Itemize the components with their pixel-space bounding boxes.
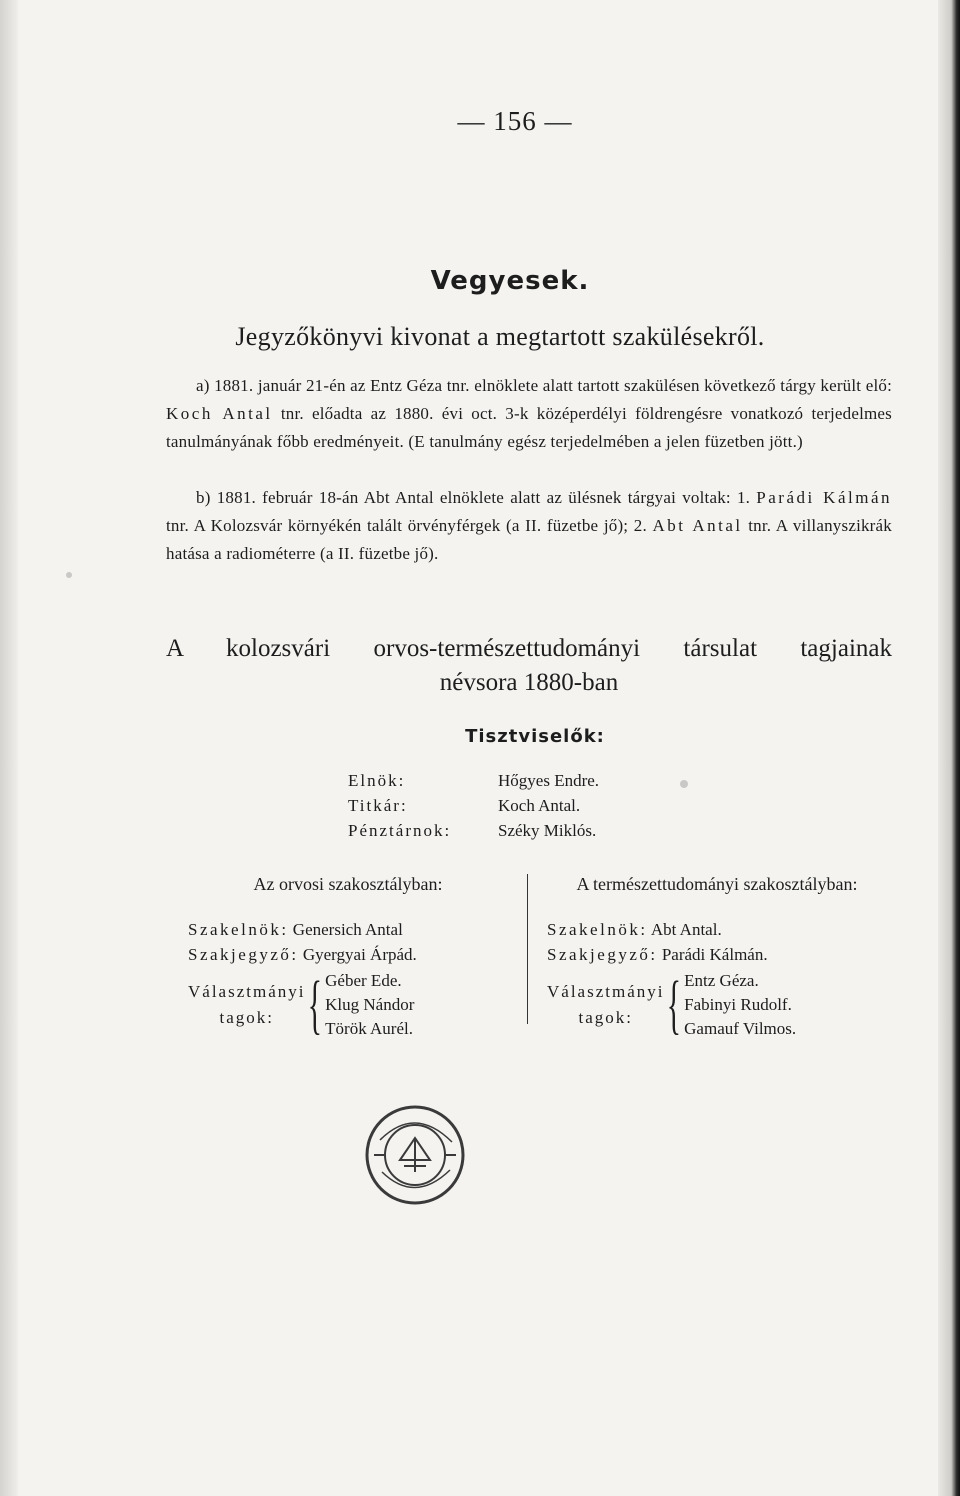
- brace-glyph: {: [667, 968, 682, 1041]
- para-b-name-2: Abt Antal: [652, 516, 743, 535]
- minutes-title: Jegyzőkönyvi kivonat a megtartott szakülésekről.: [235, 322, 765, 351]
- medical-section-heading: Az orvosi szakosztályban:: [253, 874, 443, 894]
- para-b-text-3: tnr. A villanyszikrák hatása a radiométerre (a II. füzetbe jő).: [166, 516, 892, 563]
- medical-committee-label: [188, 979, 305, 1031]
- official-name: Koch Antal.: [498, 796, 581, 815]
- committee-member: Fabinyi Rudolf.: [684, 995, 792, 1014]
- column-divider: [527, 874, 528, 1024]
- science-secretary-name: Parádi Kálmán.: [661, 945, 768, 964]
- medical-secretary-label: Szakjegyző:: [188, 945, 299, 964]
- minutes-paragraph-b: [166, 484, 892, 568]
- official-name: Széky Miklós.: [498, 821, 597, 840]
- official-name: Hőgyes Endre.: [498, 771, 600, 790]
- science-committee-names: [684, 969, 796, 1041]
- committee-member: Géber Ede.: [325, 971, 402, 990]
- science-committee-label: [547, 979, 664, 1031]
- science-chair-label: Szakelnök:: [547, 920, 648, 939]
- library-stamp-icon: [360, 1100, 470, 1215]
- para-a-name: Koch Antal: [166, 404, 273, 423]
- committee-member: Klug Nándor: [325, 995, 415, 1014]
- scan-speck: [680, 780, 688, 788]
- para-b-name-1: Parádi Kálmán: [756, 488, 892, 507]
- medical-chair-name: Genersich Antal: [292, 920, 403, 939]
- committee-label-line: tagok:: [219, 1008, 274, 1027]
- committee-member: Gamauf Vilmos.: [684, 1019, 797, 1038]
- medical-secretary-row: [188, 942, 508, 967]
- officials-list: [348, 768, 599, 843]
- roster-title-line-1: A kolozsvári orvos-természettudományi társulat tagjainak: [166, 635, 892, 662]
- committee-label-line: Választmányi: [547, 982, 665, 1001]
- science-chair-name: Abt Antal.: [650, 920, 722, 939]
- science-section: [547, 872, 887, 1041]
- official-row: [348, 818, 599, 843]
- committee-label-line: Választmányi: [188, 982, 306, 1001]
- official-row: [348, 793, 599, 818]
- medical-chair-label: Szakelnök:: [188, 920, 289, 939]
- para-a-text-2: tnr. előadta az 1880. évi oct. 3-k középerdélyi földrengésre vonatkozó terjedelmes tanulmányának főbb eredményeit. (E tanulmány egész terjedelmében a jelen füzetben jött.): [166, 404, 892, 451]
- science-secretary-label: Szakjegyző:: [547, 945, 658, 964]
- para-b-text-2: tnr. A Kolozsvár környékén talált örvényférgek (a II. füzetbe jő); 2.: [166, 516, 653, 535]
- official-role: Elnök:: [348, 771, 406, 790]
- officials-heading: Tisztviselők:: [465, 726, 605, 747]
- committee-member: Török Aurél.: [325, 1019, 413, 1038]
- minutes-paragraph-a: [166, 372, 892, 456]
- medical-committee-names: [325, 969, 414, 1041]
- scan-edge-right: [938, 0, 960, 1496]
- science-section-heading: A természettudományi szakosztályban:: [576, 874, 858, 894]
- para-b-text-1: b) 1881. február 18-án Abt Antal elnöklete alatt az ülésnek tárgyai voltak: 1.: [196, 488, 757, 507]
- roster-title-line-2: névsora 1880-ban: [439, 669, 619, 696]
- medical-chair-row: [188, 917, 508, 942]
- para-a-text-1: a) 1881. január 21-én az Entz Géza tnr. elnöklete alatt tartott szakülésen következő tárgy került elő:: [196, 376, 892, 395]
- section-heading: Vegyesek.: [430, 266, 590, 296]
- page-number: — 156 —: [457, 106, 573, 136]
- official-row: [348, 768, 599, 793]
- roster-title: [166, 632, 892, 700]
- official-role: Titkár:: [348, 796, 408, 815]
- committee-member: Entz Géza.: [684, 971, 759, 990]
- official-role: Pénztárnok:: [348, 821, 452, 840]
- science-chair-row: [547, 917, 887, 942]
- medical-section: [188, 872, 508, 1041]
- science-committee: [547, 969, 887, 1041]
- medical-secretary-name: Gyergyai Árpád.: [302, 945, 417, 964]
- scan-edge-left: [0, 0, 18, 1496]
- committee-label-line: tagok:: [578, 1008, 633, 1027]
- medical-committee: [188, 969, 508, 1041]
- brace-glyph: {: [308, 968, 323, 1041]
- scan-speck: [66, 572, 72, 578]
- science-secretary-row: [547, 942, 887, 967]
